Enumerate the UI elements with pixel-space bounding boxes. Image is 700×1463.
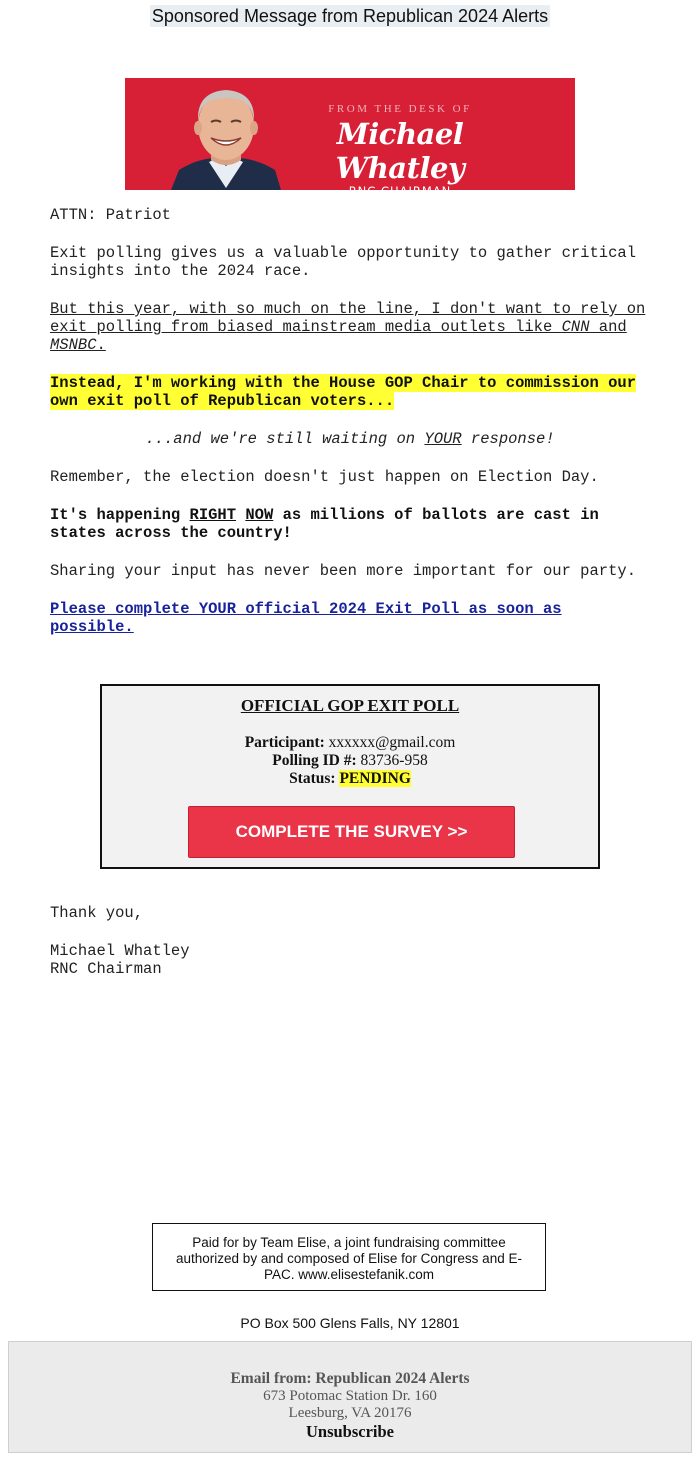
chairman-photo xyxy=(171,84,281,190)
po-box-address: PO Box 500 Glens Falls, NY 12801 xyxy=(240,1315,460,1331)
thank-you-text: Thank you, xyxy=(50,904,144,922)
letter-body xyxy=(50,206,650,656)
banner-role: RNC CHAIRMAN xyxy=(348,184,452,198)
paragraph-6 xyxy=(50,506,650,542)
paragraph-2-and: and xyxy=(589,318,627,336)
exit-poll-box xyxy=(100,684,600,869)
paragraph-link xyxy=(50,600,650,636)
participant-row xyxy=(102,734,598,752)
right-text: RIGHT xyxy=(189,506,237,524)
unsubscribe-link[interactable]: Unsubscribe xyxy=(305,1422,395,1441)
sponsor-text: Sponsored Message from Republican 2024 Alerts xyxy=(151,6,549,26)
footer-address-line-1: 673 Potomac Station Dr. 160 xyxy=(263,1388,437,1404)
polling-id-value: 83736-958 xyxy=(360,752,428,769)
signature-title: RNC Chairman xyxy=(50,960,162,978)
footer-address-line-2: Leesburg, VA 20176 xyxy=(288,1405,412,1421)
banner-name: Michael Whatley xyxy=(335,117,465,185)
poll-title: OFFICIAL GOP EXIT POLL xyxy=(240,696,460,715)
sponsor-header xyxy=(0,6,700,27)
email-footer xyxy=(8,1341,692,1453)
complete-survey-button[interactable]: COMPLETE THE SURVEY >> xyxy=(188,806,515,858)
banner-desk-label: FROM THE DESK OF xyxy=(328,103,472,115)
participant-label: Participant: xyxy=(244,734,325,751)
paragraph-5: Remember, the election doesn't just happen on Election Day. xyxy=(50,468,599,486)
paragraph-2-end: . xyxy=(96,336,106,354)
msnbc-text: MSNBC xyxy=(50,336,97,354)
cnn-text: CNN xyxy=(561,318,590,336)
status-row xyxy=(102,770,598,788)
paragraph-6-text: It's happening xyxy=(50,506,190,524)
status-label: Status: xyxy=(289,770,336,787)
paid-for-disclaimer: Paid for by Team Elise, a joint fundraising committee authorized by and composed of Elise for Congress and E-PAC. www.elisestefanik.com xyxy=(152,1223,546,1291)
paragraph-2-text: But this year, with so much on the line, I don't want to rely on exit polling from biased mainstream media outlets like xyxy=(50,300,646,336)
paragraph-4-end: response! xyxy=(461,430,555,448)
participant-value: xxxxxx@gmail.com xyxy=(328,734,456,751)
footer-from: Email from: Republican 2024 Alerts xyxy=(230,1370,470,1387)
now-text: NOW xyxy=(245,506,274,524)
paragraph-4 xyxy=(50,430,650,448)
status-badge: PENDING xyxy=(339,770,411,787)
poll-details xyxy=(102,734,598,788)
paragraph-3 xyxy=(50,374,650,410)
signature-name: Michael Whatley xyxy=(50,942,190,960)
your-text: YOUR xyxy=(424,430,462,448)
paragraph-7: Sharing your input has never been more important for our party. xyxy=(50,562,636,580)
closing-block xyxy=(50,904,190,978)
greeting: ATTN: Patriot xyxy=(50,206,171,224)
exit-poll-link[interactable]: Please complete YOUR official 2024 Exit Poll as soon as possible. xyxy=(50,600,562,636)
paragraph-2 xyxy=(50,300,650,354)
banner-text-block xyxy=(270,103,530,198)
paragraph-1: Exit polling gives us a valuable opportunity to gather critical insights into the 2024 race. xyxy=(50,244,636,280)
highlighted-text: Instead, I'm working with the House GOP Chair to commission our own exit poll of Republican voters... xyxy=(50,374,636,410)
polling-id-label: Polling ID #: xyxy=(272,752,357,769)
header-banner xyxy=(125,78,575,198)
polling-id-row xyxy=(102,752,598,770)
paragraph-6-end: as millions of ballots are cast in states across the country! xyxy=(50,506,599,542)
paragraph-4-text: ...and we're still waiting on xyxy=(145,430,425,448)
